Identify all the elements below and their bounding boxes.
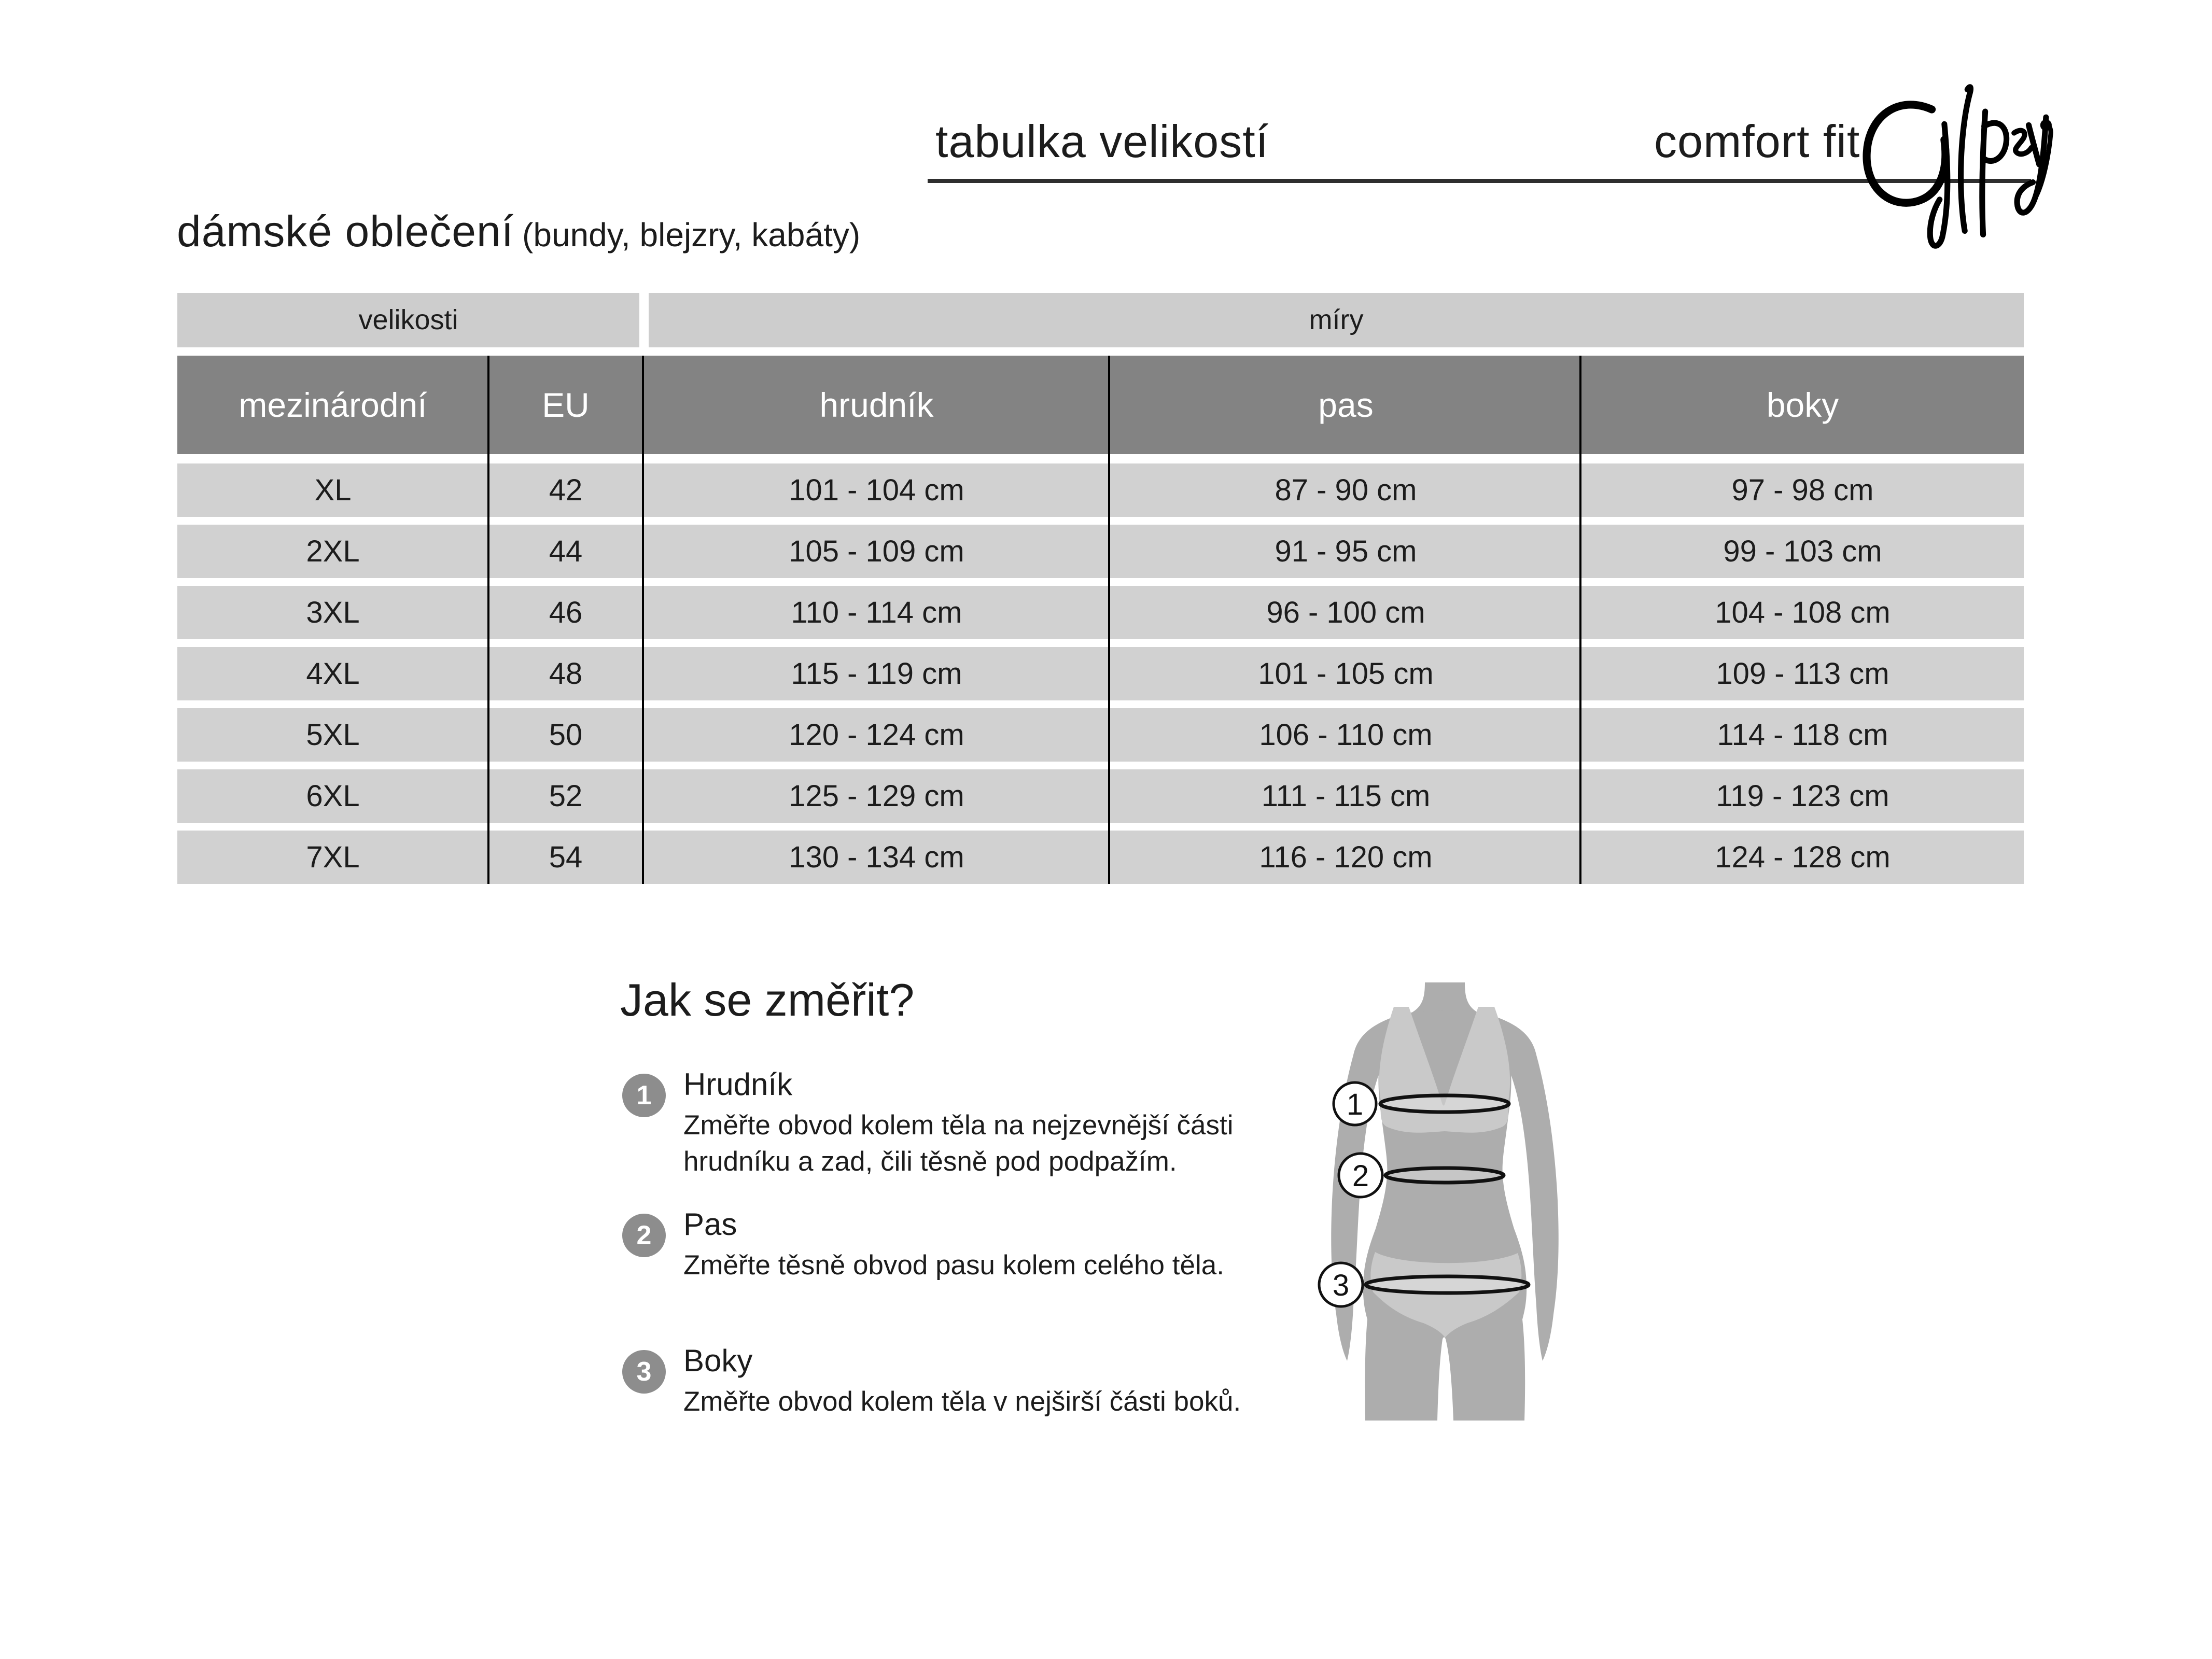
group-header-sizes: velikosti [177, 293, 639, 347]
table-cell: 104 - 108 cm [1715, 596, 1891, 629]
table-cell: 97 - 98 cm [1731, 473, 1874, 507]
table-cell: 119 - 123 cm [1716, 779, 1889, 813]
table-cell: 114 - 118 cm [1717, 718, 1888, 752]
table-cell: 44 [549, 535, 583, 568]
table-cell: 87 - 90 cm [1275, 473, 1417, 507]
table-cell: 99 - 103 cm [1723, 535, 1882, 568]
step-text [683, 1200, 1337, 1284]
section-title-main: dámské oblečení [177, 207, 514, 256]
table-cell: 42 [549, 473, 583, 507]
step-description: Změřte těsně obvod pasu kolem celého těla. [683, 1250, 1224, 1281]
how-to-measure-title: Jak se změřit? [620, 974, 915, 1025]
table-cell: 3XL [306, 596, 360, 629]
table-cell: 105 - 109 cm [789, 535, 964, 568]
table-group-header-row [177, 293, 2024, 347]
table-cell: 54 [549, 840, 583, 874]
column-divider [1108, 356, 1110, 884]
table-cell: 110 - 114 cm [791, 596, 962, 629]
logo-flourish-dot [2040, 119, 2052, 131]
measure-step-2 [622, 1200, 1337, 1284]
table-row [177, 647, 2024, 700]
table-row [177, 525, 2024, 578]
table-cell: 111 - 115 cm [1261, 779, 1431, 813]
table-cell: 106 - 110 cm [1259, 718, 1433, 752]
logo-y-left [2029, 125, 2039, 164]
table-row [177, 463, 2024, 517]
step-number-badge: 1 [622, 1074, 666, 1117]
gipsy-logo [1854, 63, 2053, 252]
table-cell: 101 - 105 cm [1258, 657, 1434, 691]
step-label: Hrudník [683, 1067, 793, 1102]
table-cell: 125 - 129 cm [789, 779, 964, 813]
logo-i-stem [1961, 87, 1971, 231]
table-cell: 91 - 95 cm [1275, 535, 1417, 568]
table-row [177, 831, 2024, 884]
marker-3-number: 3 [1332, 1269, 1350, 1302]
fit-label: comfort fit [1654, 116, 1860, 167]
table-cell: 4XL [306, 657, 360, 691]
step-number-badge: 3 [622, 1350, 666, 1394]
table-row [177, 586, 2024, 639]
step-text [683, 1060, 1337, 1180]
marker-2-number: 2 [1352, 1159, 1369, 1193]
column-header-0: mezinárodní [239, 386, 427, 424]
column-divider [1579, 356, 1581, 884]
table-cell: 2XL [306, 535, 360, 568]
table-cell: 46 [549, 596, 583, 629]
table-cell: 109 - 113 cm [1716, 657, 1889, 691]
body-measurement-figure [1317, 975, 1566, 1421]
measure-step-1 [622, 1060, 1337, 1180]
step-label: Boky [683, 1343, 753, 1378]
column-header-3: pas [1318, 386, 1374, 424]
table-cell: 52 [549, 779, 583, 813]
table-row [177, 769, 2024, 823]
page-title: tabulka velikostí [935, 116, 1269, 167]
table-cell: 116 - 120 cm [1259, 840, 1433, 874]
table-cell: 96 - 100 cm [1266, 596, 1425, 629]
step-description: Změřte obvod kolem těla v nejširší části boků. [683, 1386, 1241, 1417]
table-cell: 5XL [306, 718, 360, 752]
waist-measure-ellipse [1385, 1168, 1504, 1183]
table-body [177, 463, 2024, 884]
column-header-2: hrudník [819, 386, 934, 424]
column-divider [487, 356, 489, 884]
table-cell: 124 - 128 cm [1715, 840, 1891, 874]
column-header-4: boky [1766, 386, 1839, 424]
step-text [683, 1337, 1337, 1420]
section-title [177, 206, 860, 257]
step-number-badge: 2 [622, 1214, 666, 1257]
female-silhouette [1331, 982, 1558, 1421]
table-cell: XL [314, 473, 352, 507]
step-label: Pas [683, 1207, 737, 1242]
measure-step-3 [622, 1337, 1337, 1420]
hips-measure-ellipse [1366, 1276, 1529, 1293]
section-title-sub: (bundy, blejzry, kabáty) [522, 216, 861, 254]
group-header-measures: míry [649, 293, 2024, 347]
table-cell: 48 [549, 657, 583, 691]
logo-g-bowl [1867, 105, 1945, 203]
logo-p-stem [1982, 111, 1985, 234]
table-cell: 130 - 134 cm [789, 840, 964, 874]
column-header-1: EU [542, 386, 590, 424]
chest-measure-ellipse [1380, 1095, 1509, 1112]
table-cell: 50 [549, 718, 583, 752]
table-cell: 101 - 104 cm [789, 473, 964, 507]
table-cell: 120 - 124 cm [789, 718, 964, 752]
table-cell: 6XL [306, 779, 360, 813]
table-cell: 115 - 119 cm [791, 657, 962, 691]
table-cell: 7XL [306, 840, 360, 874]
marker-1-number: 1 [1346, 1088, 1364, 1121]
table-column-header-row [177, 356, 2024, 454]
neck-shape [1411, 982, 1479, 1013]
column-divider [642, 356, 644, 884]
logo-p-bowl [1984, 123, 2007, 161]
step-description: Změřte obvod kolem těla na nejzevnější části hrudníku a zad, čili těsně pod podpažím. [683, 1110, 1234, 1177]
table-row [177, 708, 2024, 762]
size-table [177, 293, 2024, 884]
